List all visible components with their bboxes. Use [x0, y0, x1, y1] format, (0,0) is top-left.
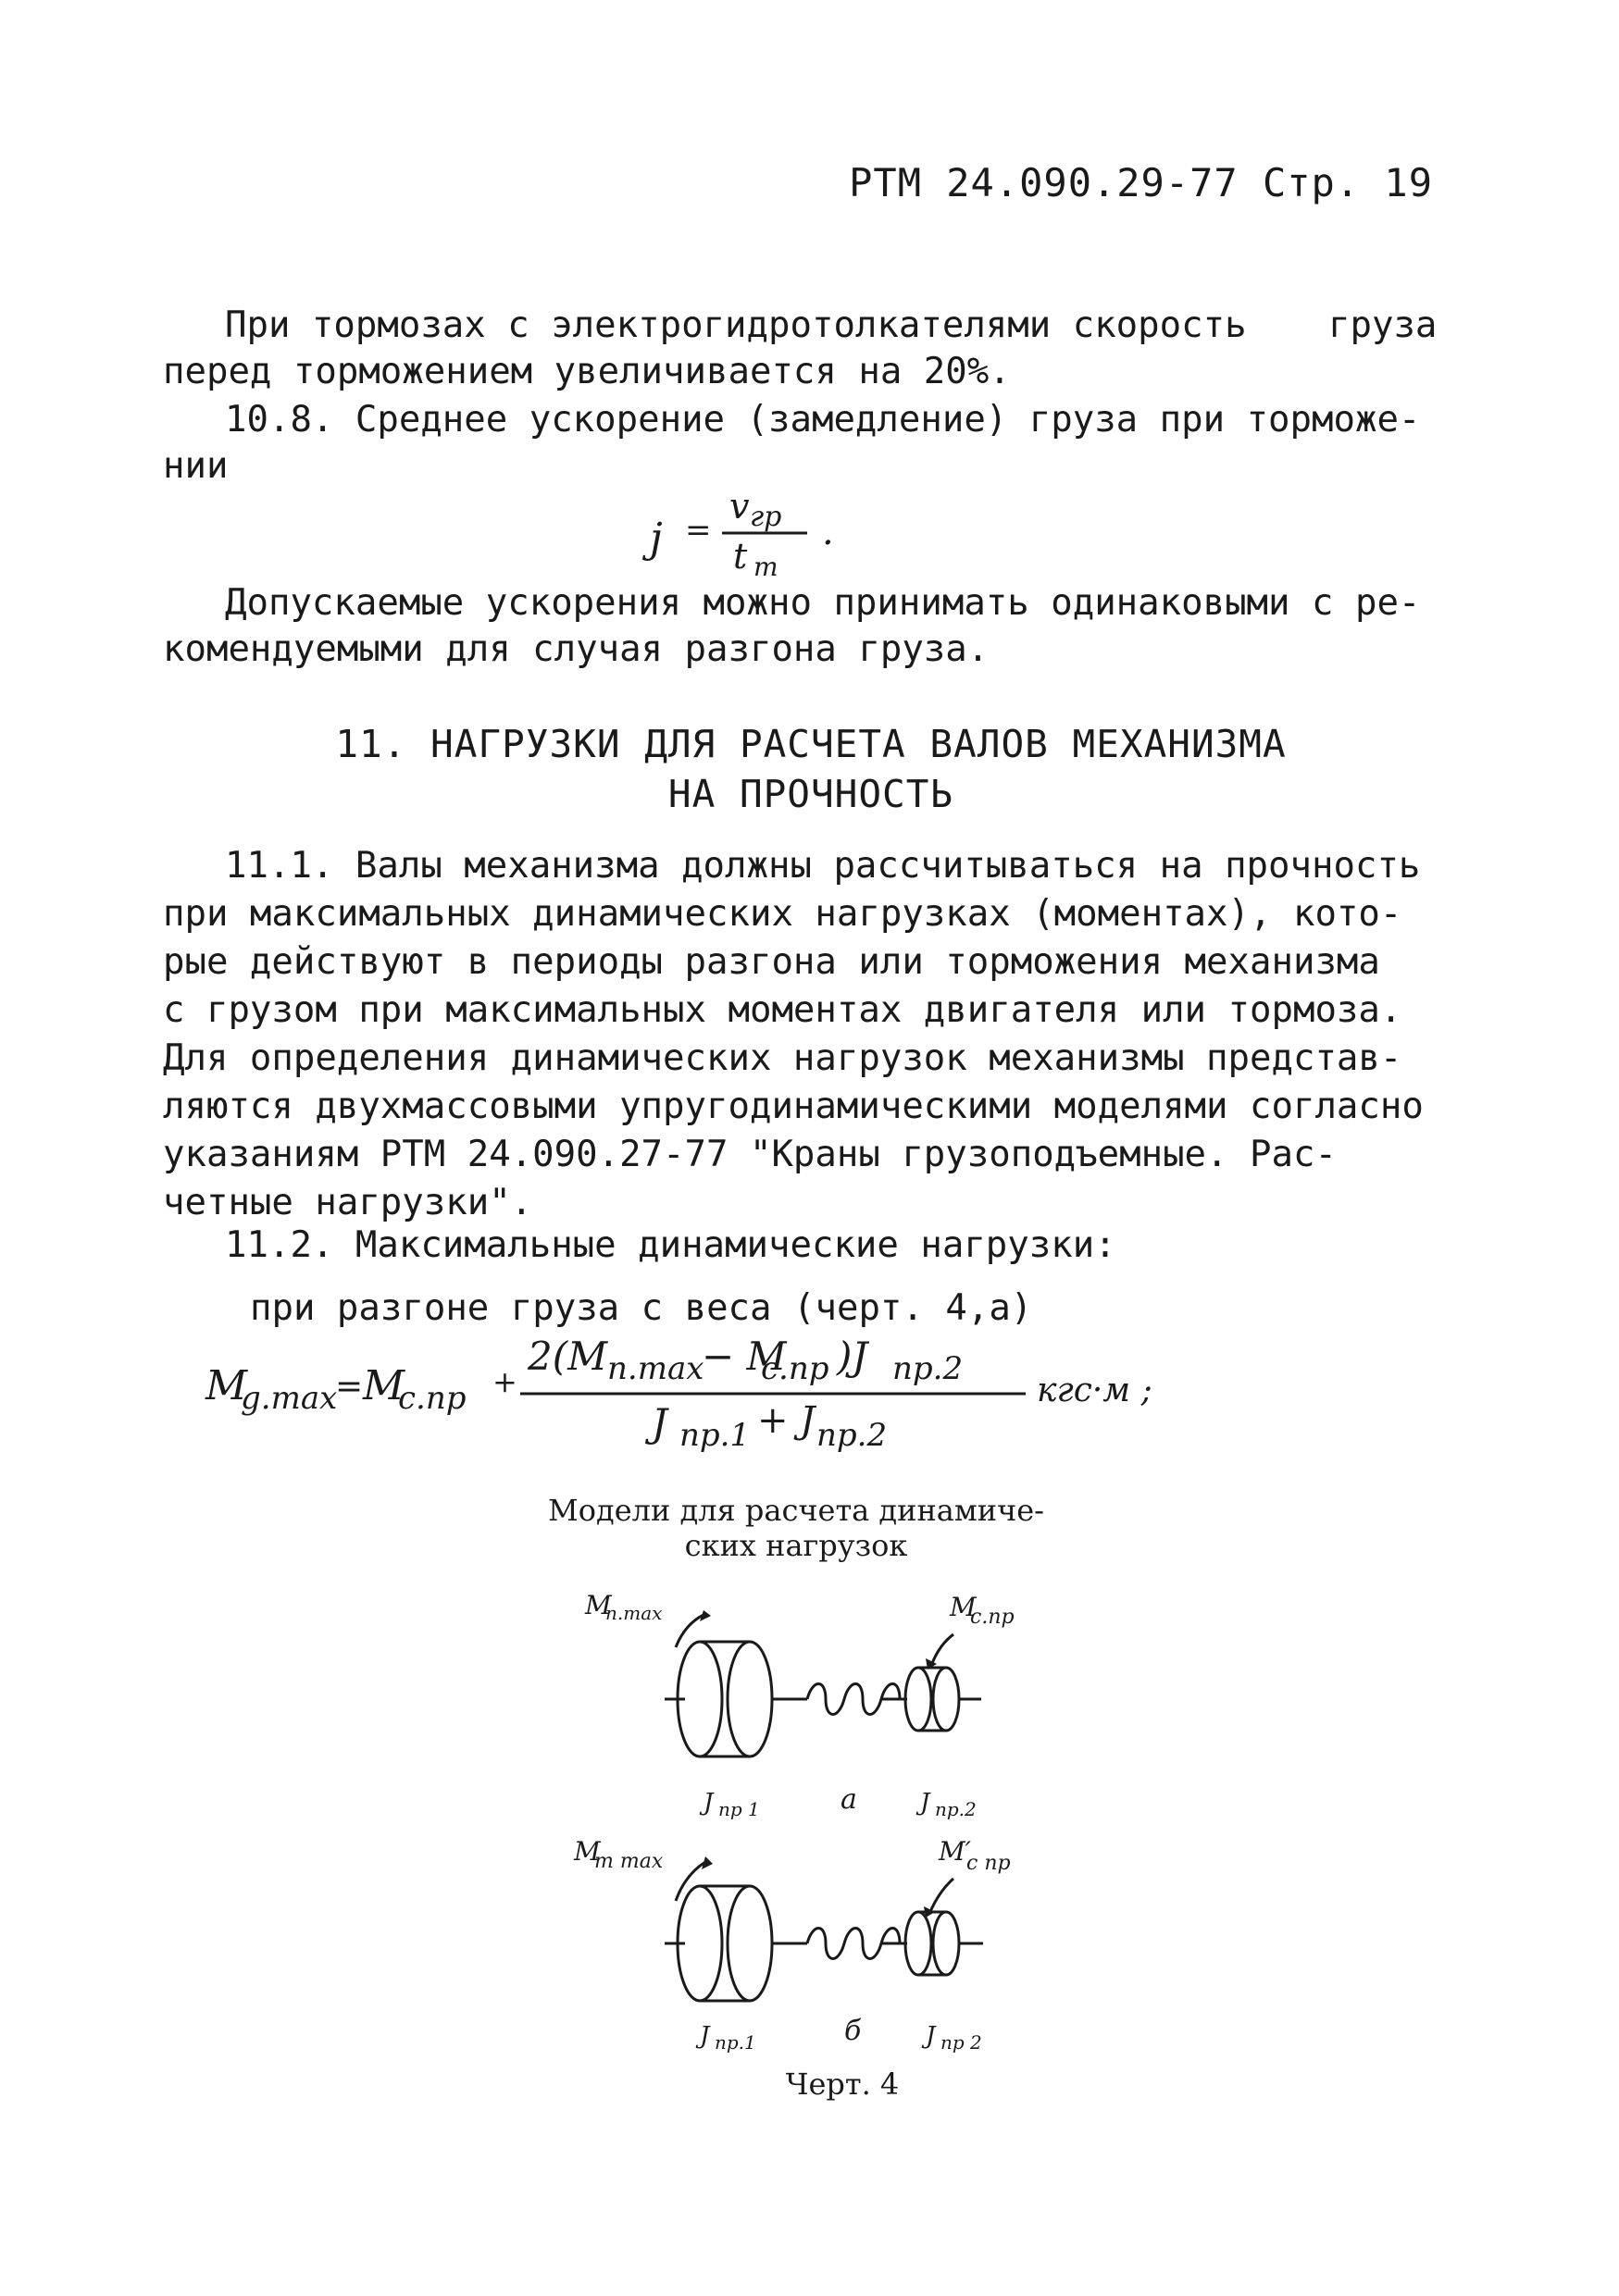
section-heading-line-1: 11. НАГРУЗКИ ДЛЯ РАСЧЕТА ВАЛОВ МЕХАНИЗМА: [335, 722, 1287, 766]
label-motor-moment-b: M: [574, 1836, 601, 1867]
paragraph-6-line-1: при разгоне груза с веса (черт. 4,а): [250, 1287, 1033, 1329]
mass-2-back-b: [905, 1912, 931, 1975]
paragraph-4-line-3: рые действуют в периоды разгона или торможения механизма: [163, 941, 1380, 983]
diagram-model-a: [565, 1573, 1046, 1823]
label-j1-a: J: [704, 1789, 714, 1817]
formula2-den-plus: + J: [757, 1399, 816, 1442]
diagram-model-b: [565, 1821, 1046, 2062]
formula2-num-close: )J: [837, 1334, 868, 1379]
paragraph-4-line-6: ляются двухмассовыми упругодинамическими моделями согласно: [163, 1086, 1424, 1127]
label-j1-b-sub: пр.1: [715, 2031, 756, 2054]
mass-2-back-a: [905, 1668, 931, 1731]
paragraph-4-line-7: указаниям РТМ 24.090.27-77 "Краны грузоподъемные. Рас-: [163, 1134, 1337, 1175]
formula2-num: 2(M: [528, 1334, 608, 1379]
paragraph-3-line-1: Допускаемые ускорения можно принимать одинаковыми с ре-: [225, 582, 1421, 624]
paragraph-4-line-4: с грузом при максимальных моментах двигателя или тормоза.: [163, 989, 1402, 1031]
figure-label: Черт. 4: [785, 2066, 900, 2102]
formula-den: t: [733, 536, 748, 577]
paragraph-1-line-2: перед торможением увеличивается на 20%.: [163, 351, 1011, 392]
mass-1-front-b: [728, 1886, 772, 2001]
formula2-units: кгс·м ;: [1037, 1371, 1152, 1409]
paragraph-1-line-1: При тормозах с электрогидротолкателями скорость: [225, 304, 1247, 346]
formula2-num-sub1: п.max: [607, 1350, 704, 1387]
label-j2-b: J: [926, 2022, 936, 2050]
formula-den-sub: т: [753, 552, 778, 581]
label-load-moment-b: M′: [939, 1836, 972, 1867]
paragraph-2-line-2: нии: [163, 445, 229, 487]
label-j2-a: J: [920, 1789, 930, 1817]
label-letter-b: б: [844, 2015, 862, 2047]
label-motor-moment-b-sub: т max: [594, 1850, 664, 1873]
formula2-den-sub2: пр.2: [816, 1417, 888, 1454]
label-load-moment-a: M: [950, 1592, 977, 1622]
label-load-moment-a-sub: c.пр: [970, 1606, 1015, 1629]
formula2-term1-sub: c.пр: [398, 1380, 467, 1417]
page-header: РТМ 24.090.29-77 Стр. 19: [849, 160, 1433, 205]
formula-dynamic-load: [194, 1333, 1240, 1462]
paragraph-2-line-1: 10.8. Среднее ускорение (замедление) груза при торможе-: [225, 399, 1421, 441]
paragraph-4-line-2: при максимальных динамических нагрузках (моментах), кото-: [163, 893, 1402, 935]
mass-2-front-b: [933, 1912, 959, 1975]
label-motor-moment-a: M: [585, 1590, 612, 1620]
formula2-den-a: J: [652, 1400, 667, 1446]
paragraph-4-line-1: 11.1. Валы механизма должны рассчитываться на прочность: [225, 845, 1421, 887]
formula2-num-sub3: пр.2: [892, 1350, 964, 1387]
formula2-num-sub2: c.пр: [761, 1350, 829, 1387]
label-j1-a-sub: пр 1: [718, 1798, 760, 1820]
label-load-moment-b-sub: c пр: [966, 1852, 1011, 1875]
label-letter-a: а: [841, 1783, 857, 1816]
mass-2-front-a: [933, 1668, 959, 1731]
formula-end: .: [822, 511, 834, 553]
formula-j: j: [650, 515, 663, 562]
paragraph-1-line-1-end: груза: [1328, 304, 1438, 346]
arrow-motor-b: [676, 1862, 705, 1901]
mass-1-front-a: [728, 1642, 772, 1756]
paragraph-4-line-8: четные нагрузки".: [163, 1182, 533, 1223]
formula-num: v: [729, 486, 750, 527]
label-motor-moment-a-sub: п.max: [605, 1602, 663, 1624]
formula2-lhs: M: [205, 1362, 248, 1409]
label-j2-b-sub: пр 2: [940, 2031, 982, 2054]
paragraph-3-line-2: комендуемыми для случая разгона груза.: [163, 628, 990, 670]
formula-num-sub: гр: [750, 501, 782, 533]
section-heading-line-2: НА ПРОЧНОСТЬ: [667, 772, 954, 816]
formula2-den-sub1: пр.1: [679, 1417, 751, 1454]
formula-eq: =: [685, 512, 712, 549]
paragraph-4-line-5: Для определения динамических нагрузок механизмы представ-: [163, 1037, 1402, 1079]
figure-caption-line-2: ских нагрузок: [684, 1528, 908, 1563]
formula2-term1: M: [363, 1362, 405, 1409]
label-j2-a-sub: пр.2: [935, 1798, 977, 1820]
label-j1-b: J: [700, 2022, 710, 2050]
arrow-load-a: [931, 1634, 953, 1666]
paragraph-5-line-1: 11.2. Максимальные динамические нагрузки:: [225, 1224, 1116, 1266]
formula2-plus: +: [492, 1364, 517, 1399]
formula2-eq: =: [335, 1368, 364, 1406]
formula-acceleration: [629, 479, 870, 581]
arrow-load-b: [929, 1879, 953, 1914]
figure-caption-line-1: Модели для расчета динамиче-: [548, 1493, 1044, 1528]
formula2-lhs-sub: g.max: [241, 1380, 338, 1417]
formula2-num-minus: − M: [702, 1334, 787, 1379]
